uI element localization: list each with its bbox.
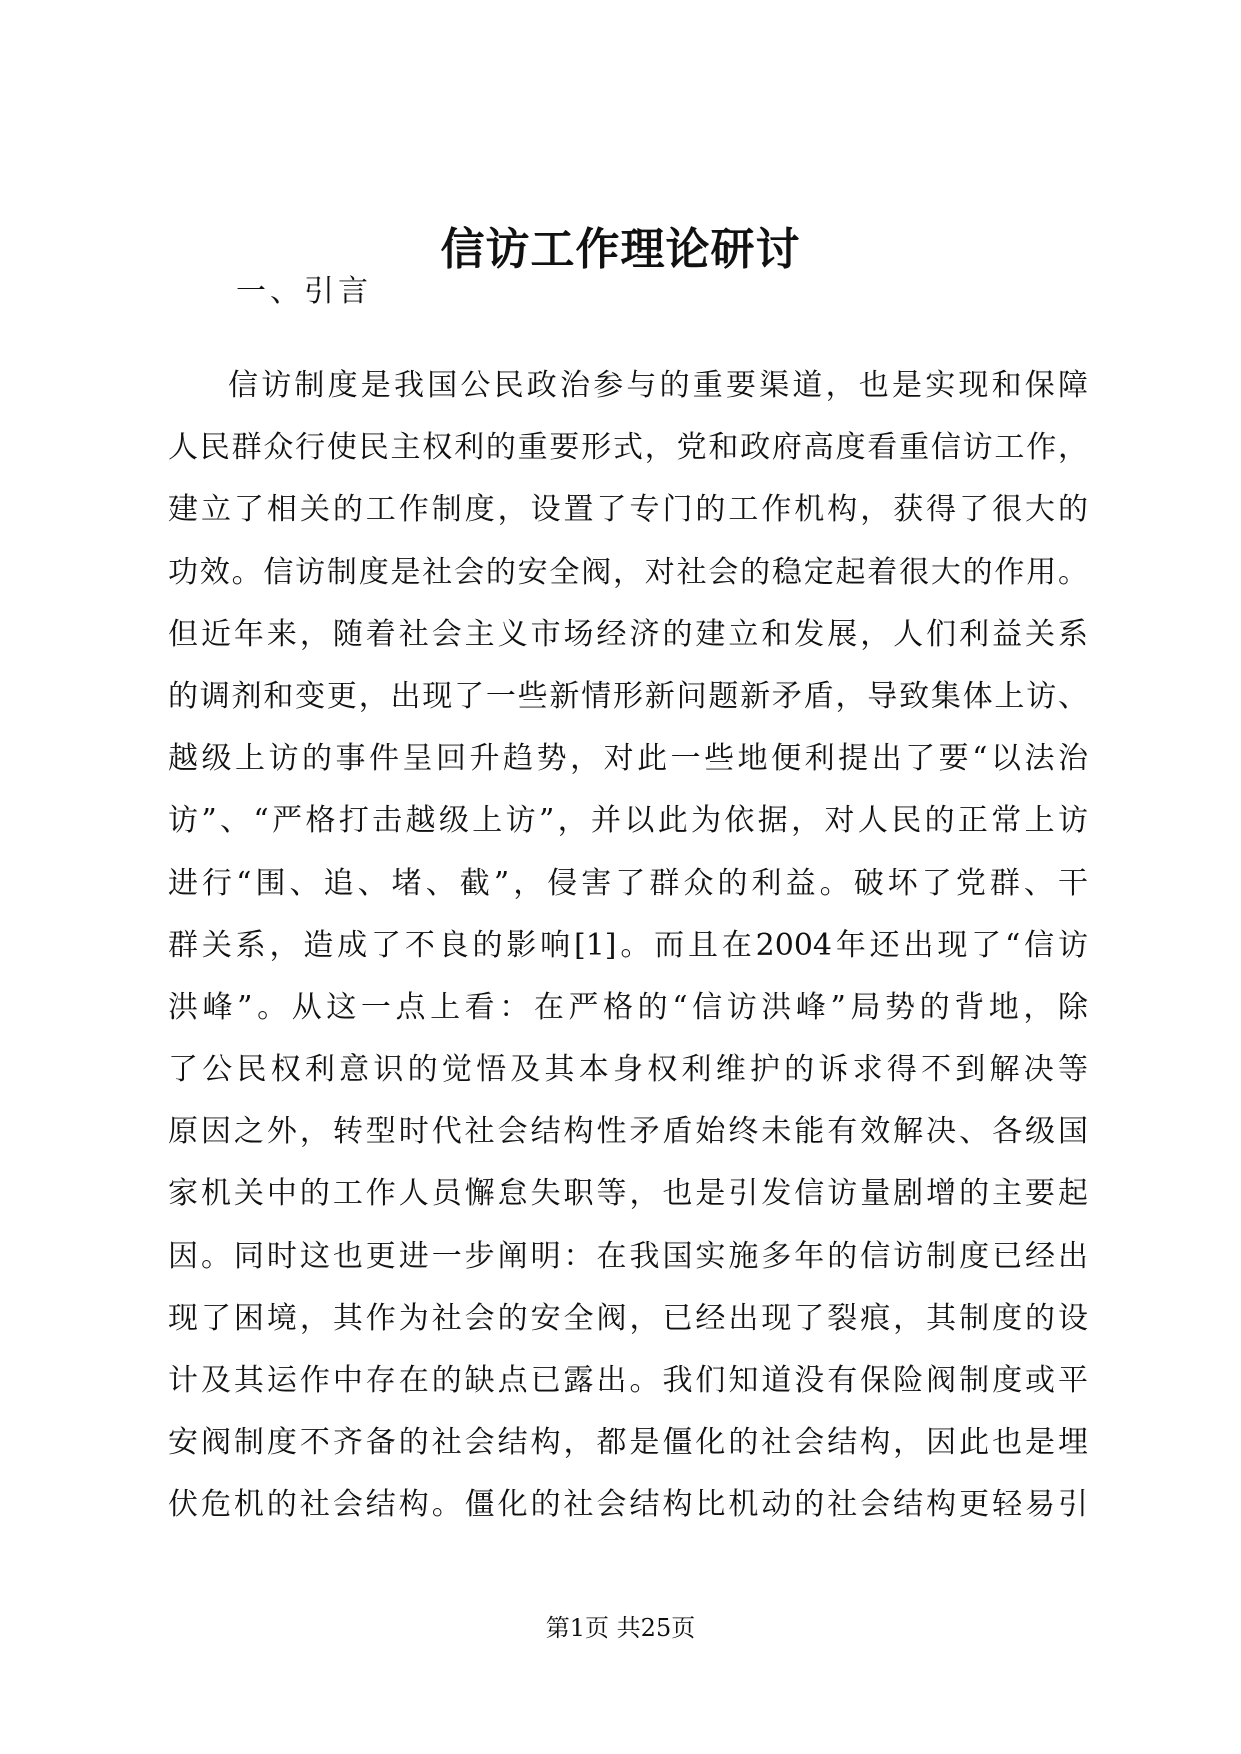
body-line: 的调剂和变更，出现了一些新情形新问题新矛盾，导致集体上访、 bbox=[168, 678, 1088, 714]
body-line: 访”、“严格打击越级上访”，并以此为依据，对人民的正常上访 bbox=[168, 803, 1088, 839]
body-line: 因。同时这也更进一步阐明：在我国实施多年的信访制度已经出 bbox=[168, 1238, 1088, 1274]
document-title: 信访工作理论研讨 bbox=[440, 224, 801, 275]
page-footer bbox=[0, 1612, 1241, 1644]
page-number: 第1页 共25页 bbox=[545, 1614, 696, 1642]
body-line: 计及其运作中存在的缺点已露出。我们知道没有保险阀制度或平 bbox=[168, 1363, 1088, 1398]
body-line: 建立了相关的工作制度，设置了专门的工作机构，获得了很大的 bbox=[168, 492, 1088, 528]
body-line: 伏危机的社会结构。僵化的社会结构比机动的社会结构更轻易引 bbox=[168, 1487, 1088, 1523]
body-line: 洪峰”。从这一点上看：在严格的“信访洪峰”局势的背地，除 bbox=[168, 989, 1088, 1025]
body-line: 越级上访的事件呈回升趋势，对此一些地便利提出了要“以法治 bbox=[168, 741, 1088, 777]
body-line: 安阀制度不齐备的社会结构，都是僵化的社会结构，因此也是埋 bbox=[168, 1425, 1088, 1461]
body-line: 人民群众行使民主权利的重要形式，党和政府高度看重信访工作， bbox=[168, 430, 1088, 466]
body-line: 家机关中的工作人员懈怠失职等，也是引发信访量剧增的主要起 bbox=[168, 1176, 1088, 1212]
body-paragraph bbox=[168, 355, 1088, 1537]
body-line: 群关系，造成了不良的影响[1]。而且在2004年还出现了“信访 bbox=[168, 927, 1088, 963]
body-line: 进行“围、追、堵、截”，侵害了群众的利益。破坏了党群、干 bbox=[168, 865, 1088, 901]
body-line: 但近年来，随着社会主义市场经济的建立和发展，人们利益关系 bbox=[168, 616, 1088, 652]
body-line: 信访制度是我国公民政治参与的重要渠道，也是实现和保障 bbox=[228, 368, 1088, 403]
body-line: 原因之外，转型时代社会结构性矛盾始终未能有效解决、各级国 bbox=[168, 1114, 1088, 1150]
body-line: 现了困境，其作为社会的安全阀，已经出现了裂痕，其制度的设 bbox=[168, 1300, 1088, 1336]
section-heading: 一、引言 bbox=[236, 274, 372, 309]
body-line: 了公民权利意识的觉悟及其本身权利维护的诉求得不到解决等 bbox=[168, 1052, 1088, 1088]
body-line: 功效。信访制度是社会的安全阀，对社会的稳定起着很大的作用。 bbox=[168, 554, 1088, 590]
